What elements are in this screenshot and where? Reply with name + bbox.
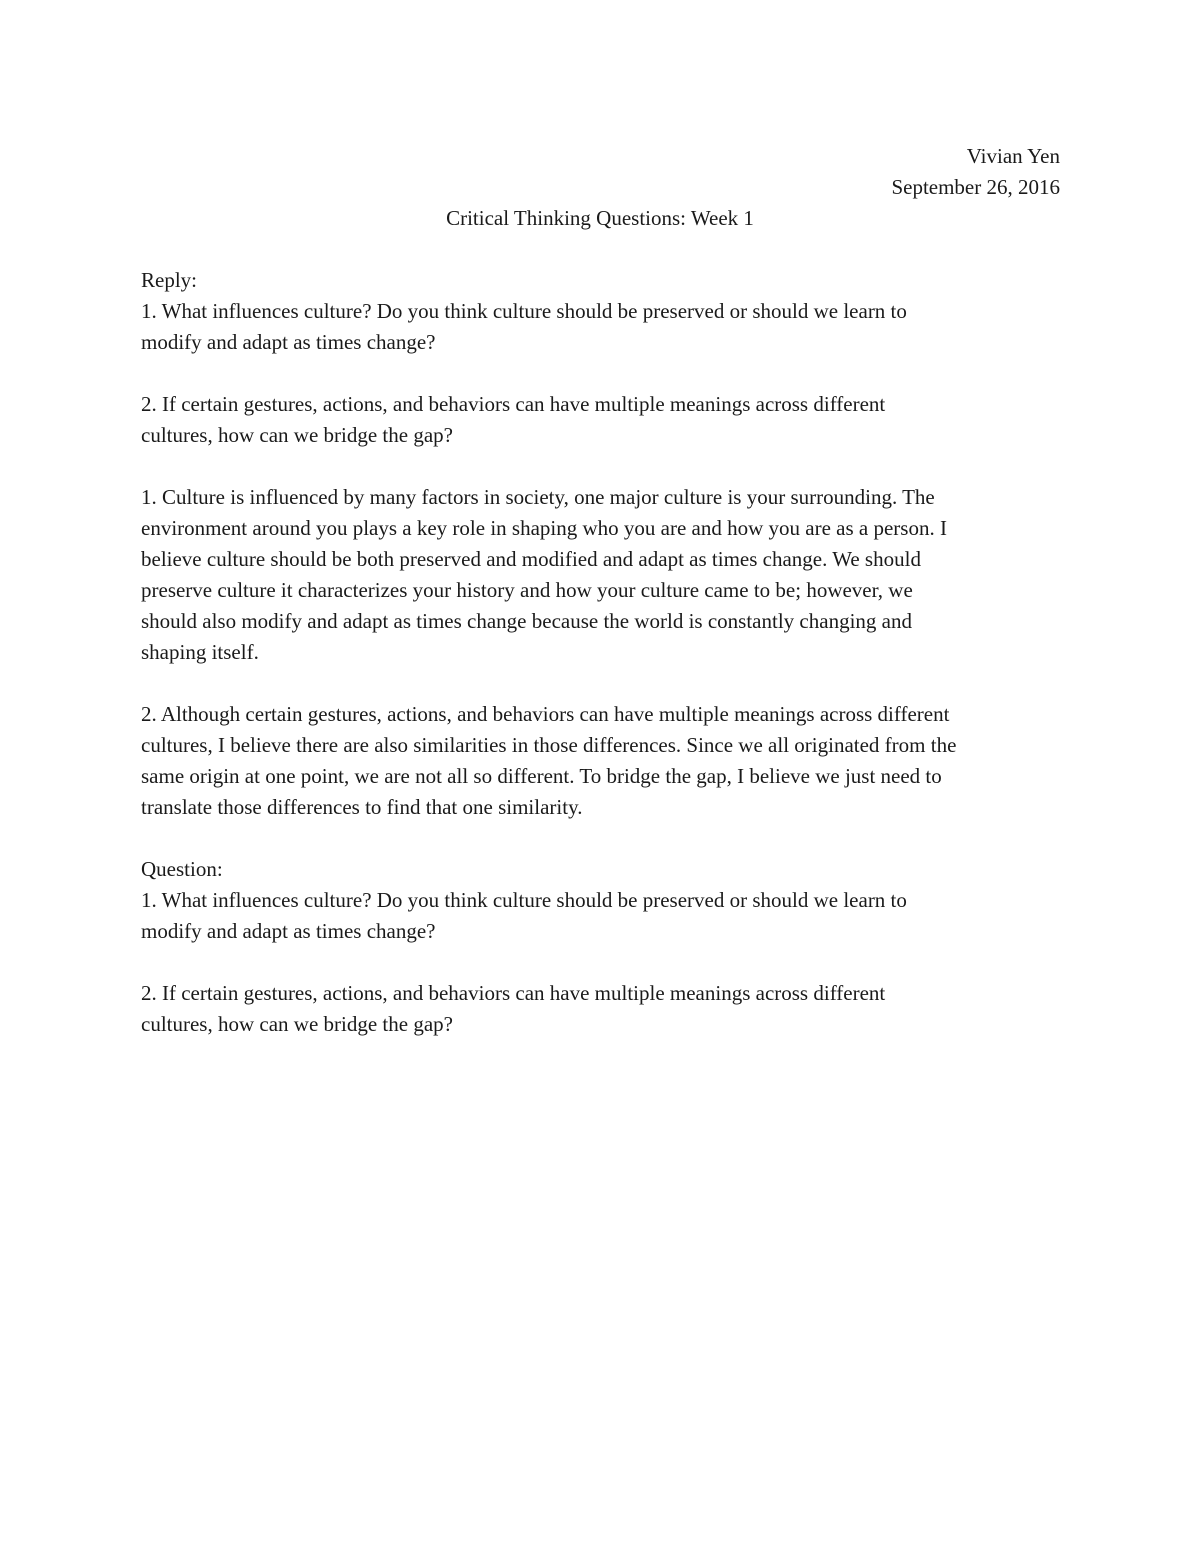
text-line: same origin at one point, we are not all so different. To bridge the gap, I believe we just need to (141, 764, 942, 788)
reply-question-1 (141, 296, 1061, 358)
document-header (891, 141, 1060, 203)
text-line: shaping itself. (141, 640, 259, 664)
text-line: 2. If certain gestures, actions, and behaviors can have multiple meanings across different (141, 392, 886, 416)
question-heading: Question: (141, 857, 223, 881)
text-line: should also modify and adapt as times change because the world is constantly changing and (141, 609, 912, 633)
document-body (141, 265, 1061, 1071)
text-line: cultures, how can we bridge the gap? (141, 1012, 453, 1036)
text-line: modify and adapt as times change? (141, 919, 436, 943)
text-line: cultures, I believe there are also similarities in those differences. Since we all originated from the (141, 733, 957, 757)
document-title: Critical Thinking Questions: Week 1 (446, 206, 754, 230)
text-line: believe culture should be both preserved and modified and adapt as times change. We should (141, 547, 921, 571)
text-line: preserve culture it characterizes your history and how your culture came to be; however, we (141, 578, 913, 602)
text-line: cultures, how can we bridge the gap? (141, 423, 453, 447)
text-line: 1. What influences culture? Do you think culture should be preserved or should we learn to (141, 888, 907, 912)
text-line: 1. What influences culture? Do you think culture should be preserved or should we learn to (141, 299, 907, 323)
text-line: environment around you plays a key role in shaping who you are and how you are as a person. I (141, 516, 947, 540)
answer-1 (141, 482, 1061, 668)
text-line: 2. If certain gestures, actions, and behaviors can have multiple meanings across different (141, 981, 886, 1005)
answer-2 (141, 699, 1061, 823)
question-1 (141, 885, 1061, 947)
text-line: 1. Culture is influenced by many factors in society, one major culture is your surrounding. The (141, 485, 935, 509)
document-date: September 26, 2016 (891, 175, 1060, 199)
reply-heading: Reply: (141, 268, 197, 292)
reply-question-2 (141, 389, 1061, 451)
text-line: 2. Although certain gestures, actions, and behaviors can have multiple meanings across different (141, 702, 950, 726)
author-name: Vivian Yen (966, 144, 1060, 168)
text-line: translate those differences to find that one similarity. (141, 795, 583, 819)
text-line: modify and adapt as times change? (141, 330, 436, 354)
question-2 (141, 978, 1061, 1040)
